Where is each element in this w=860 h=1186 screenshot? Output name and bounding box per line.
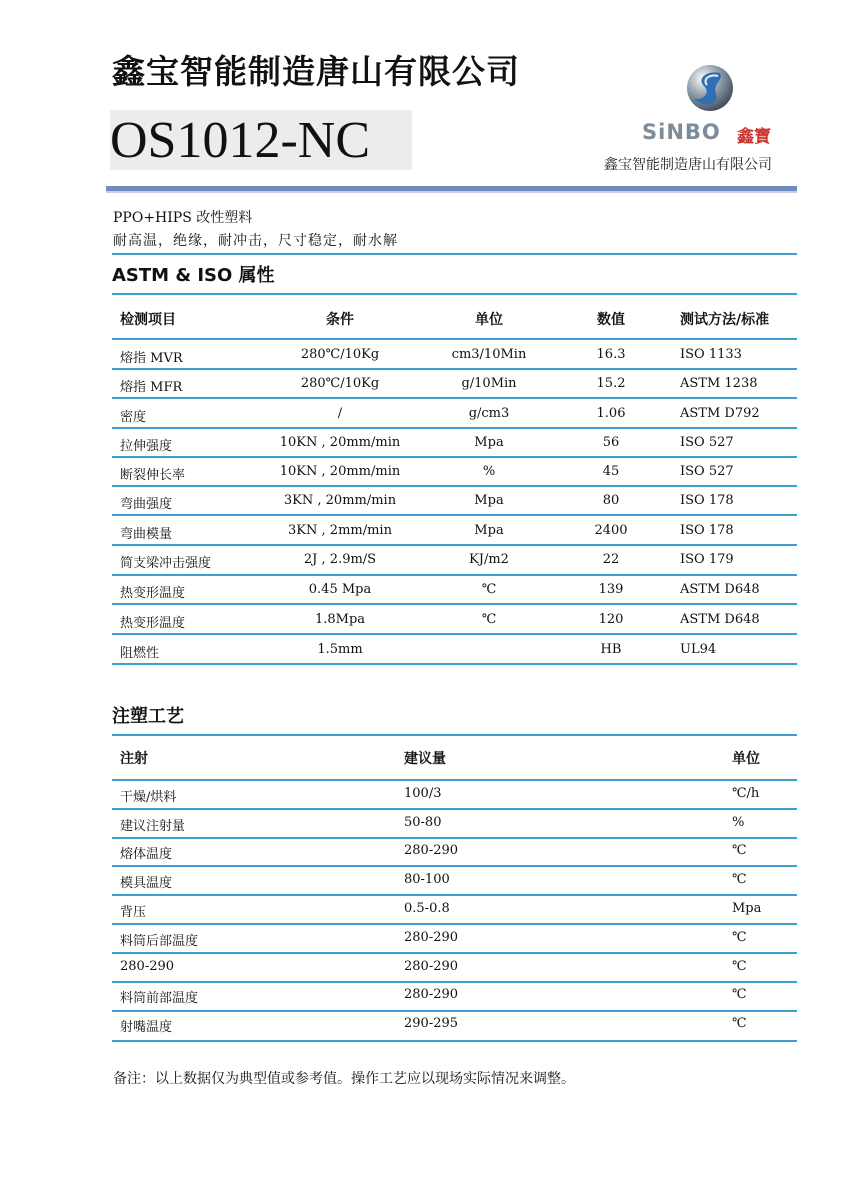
- properties-section-title: ASTM & ISO 属性: [112, 265, 275, 286]
- row-condition: 0.45 Mpa: [308, 582, 372, 597]
- row-divider: [112, 808, 797, 810]
- row-divider: [112, 544, 797, 546]
- row-condition: 10KN , 20mm/min: [279, 435, 401, 450]
- feature-description: 耐高温，绝缘，耐冲击，尺寸稳定，耐水解: [113, 233, 398, 249]
- process-item: 干燥/烘料: [120, 790, 177, 805]
- process-value: 100/3: [404, 786, 442, 801]
- row-item: 简支梁冲击强度: [120, 556, 212, 571]
- row-item: 热变形温度: [120, 616, 186, 631]
- row-condition: 1.8Mpa: [314, 612, 366, 627]
- footer-note: 备注：以上数据仅为典型值或参考值。操作工艺应以现场实际情况来调整。: [113, 1071, 575, 1087]
- row-divider: [112, 633, 797, 635]
- row-unit: KJ/m2: [469, 552, 509, 567]
- row-item: 断裂伸长率: [120, 468, 186, 483]
- row-item: 热变形温度: [120, 586, 186, 601]
- row-divider: [112, 456, 797, 458]
- row-divider: [112, 574, 797, 576]
- header-test-item: 检测项目: [120, 312, 176, 328]
- process-item: 模具温度: [120, 876, 173, 891]
- row-value: 56: [602, 435, 620, 450]
- row-unit: cm3/10Min: [451, 347, 527, 362]
- process-unit: ℃/h: [732, 786, 760, 801]
- row-value: 2400: [594, 523, 628, 538]
- logo-company-name: 鑫宝智能制造唐山有限公司: [604, 157, 772, 173]
- row-value: 80: [602, 493, 620, 508]
- row-divider: [112, 427, 797, 429]
- row-condition: /: [337, 406, 343, 421]
- row-method: ASTM 1238: [680, 376, 758, 391]
- process-item: 建议注射量: [120, 819, 186, 834]
- header-value: 数值: [597, 312, 625, 328]
- row-divider: [112, 485, 797, 487]
- row-method: UL94: [680, 642, 717, 657]
- row-value: 120: [598, 612, 624, 627]
- process-value: 290-295: [404, 1016, 459, 1031]
- row-unit: Mpa: [474, 493, 504, 508]
- row-condition: 1.5mm: [317, 642, 363, 657]
- row-divider: [112, 368, 797, 370]
- row-condition: 280℃/10Kg: [300, 347, 380, 362]
- process-unit: %: [732, 815, 745, 830]
- process-item: 背压: [120, 905, 147, 920]
- header-suggested: 建议量: [404, 751, 446, 767]
- row-unit: Mpa: [474, 523, 504, 538]
- row-divider: [112, 837, 797, 839]
- row-unit: %: [482, 464, 496, 479]
- row-divider: [112, 514, 797, 516]
- material-description: PPO+HIPS 改性塑料: [113, 210, 253, 226]
- process-value: 280-290: [404, 959, 459, 974]
- row-method: ISO 178: [680, 523, 734, 538]
- company-title: 鑫宝智能制造唐山有限公司: [112, 52, 520, 91]
- header-divider-shadow: [106, 191, 797, 193]
- properties-top-line: [112, 253, 797, 255]
- process-item: 料筒前部温度: [120, 991, 199, 1006]
- row-divider: [112, 981, 797, 983]
- process-unit: ℃: [732, 843, 747, 858]
- row-divider: [112, 1010, 797, 1012]
- process-unit: ℃: [732, 930, 747, 945]
- row-condition: 3KN , 2mm/min: [288, 523, 392, 538]
- row-value: HB: [600, 642, 622, 657]
- row-condition: 2J , 2.9m/S: [303, 552, 377, 567]
- process-unit: ℃: [732, 959, 747, 974]
- process-bottom-line: [112, 1040, 797, 1042]
- row-unit: Mpa: [474, 435, 504, 450]
- row-method: ASTM D648: [680, 612, 760, 627]
- header-unit: 单位: [475, 312, 503, 328]
- row-divider: [112, 952, 797, 954]
- process-value: 280-290: [404, 987, 459, 1002]
- row-method: ASTM D648: [680, 582, 760, 597]
- header-condition: 条件: [326, 312, 354, 328]
- process-value: 0.5-0.8: [404, 901, 450, 916]
- row-item: 密度: [120, 410, 147, 425]
- header-test-method: 测试方法/标准: [680, 312, 770, 328]
- process-title-line: [112, 734, 797, 736]
- row-method: ISO 179: [680, 552, 734, 567]
- row-condition: 10KN , 20mm/min: [279, 464, 401, 479]
- row-divider: [112, 397, 797, 399]
- row-condition: 3KN , 20mm/min: [283, 493, 397, 508]
- properties-title-line: [112, 293, 797, 295]
- properties-bottom-line: [112, 663, 797, 665]
- row-unit: g/cm3: [468, 406, 510, 421]
- product-code: OS1012-NC: [110, 112, 371, 169]
- row-value: 22: [602, 552, 620, 567]
- process-item: 射嘴温度: [120, 1020, 173, 1035]
- process-unit: Mpa: [732, 901, 762, 916]
- row-value: 45: [602, 464, 620, 479]
- brand-name: SiNBO: [642, 120, 721, 144]
- process-unit: ℃: [732, 987, 747, 1002]
- row-item: 拉伸强度: [120, 439, 173, 454]
- row-method: ISO 527: [680, 464, 734, 479]
- process-section-title: 注塑工艺: [112, 706, 184, 727]
- row-item: 熔指 MFR: [120, 380, 183, 395]
- process-value: 50-80: [404, 815, 442, 830]
- process-item: 熔体温度: [120, 847, 173, 862]
- row-value: 15.2: [596, 376, 626, 391]
- row-divider: [112, 603, 797, 605]
- row-divider: [112, 894, 797, 896]
- row-divider: [112, 923, 797, 925]
- row-item: 弯曲模量: [120, 527, 173, 542]
- row-method: ISO 527: [680, 435, 734, 450]
- properties-header-line: [112, 338, 797, 340]
- process-item: 280-290: [120, 959, 175, 974]
- process-value: 280-290: [404, 930, 459, 945]
- row-unit: ℃: [481, 612, 497, 627]
- process-unit: ℃: [732, 872, 747, 887]
- row-condition: 280℃/10Kg: [300, 376, 380, 391]
- header-injection: 注射: [120, 751, 148, 767]
- process-value: 280-290: [404, 843, 459, 858]
- row-unit: ℃: [481, 582, 497, 597]
- process-header-line: [112, 779, 797, 781]
- row-method: ISO 178: [680, 493, 734, 508]
- row-unit: g/10Min: [461, 376, 517, 391]
- row-value: 16.3: [596, 347, 626, 362]
- row-item: 弯曲强度: [120, 497, 173, 512]
- row-item: 熔指 MVR: [120, 351, 183, 366]
- sinbo-globe-logo-icon: [686, 64, 734, 112]
- brand-name-cn: 鑫寶: [737, 127, 771, 147]
- row-item: 阻燃性: [120, 646, 160, 661]
- row-method: ISO 1133: [680, 347, 742, 362]
- header-process-unit: 单位: [732, 751, 760, 767]
- process-item: 料筒后部温度: [120, 934, 199, 949]
- row-method: ASTM D792: [680, 406, 760, 421]
- row-value: 1.06: [596, 406, 626, 421]
- process-value: 80-100: [404, 872, 450, 887]
- row-divider: [112, 865, 797, 867]
- row-value: 139: [598, 582, 624, 597]
- process-unit: ℃: [732, 1016, 747, 1031]
